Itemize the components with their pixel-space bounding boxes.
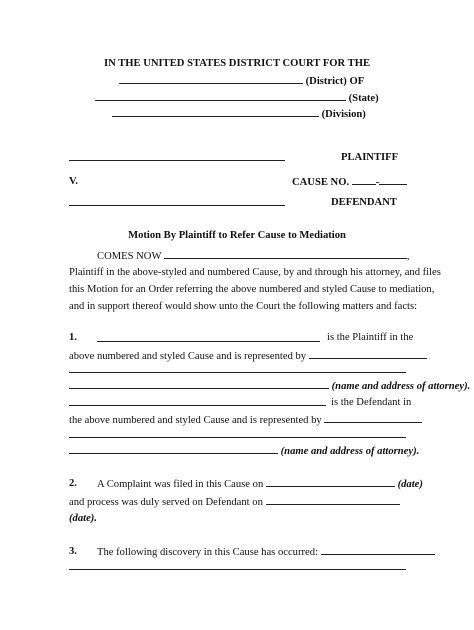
defendant-name-blank-2 xyxy=(69,405,326,406)
para1-represented-line-2 xyxy=(69,413,422,427)
cause-no-sep: - xyxy=(375,177,380,188)
complaint-date-blank xyxy=(266,477,395,487)
discovery-blank xyxy=(321,545,435,555)
division-label: (Division) xyxy=(321,109,366,120)
plaintiff-attorney-line-3 xyxy=(69,379,329,389)
district-line xyxy=(119,74,364,88)
plaintiff-name-blank-2 xyxy=(97,341,320,342)
para1-name-address-line-1 xyxy=(69,379,470,393)
versus-label: V. xyxy=(69,176,78,187)
intro-line-2: this Motion for an Order referring the above numbered and styled Cause to mediation, xyxy=(69,284,435,295)
defendant-name-blank xyxy=(69,205,285,206)
plaintiff-label: PLAINTIFF xyxy=(341,152,399,163)
para1-number: 1. xyxy=(69,332,77,343)
para1-plaintiff-tail: is the Plaintiff in the xyxy=(327,332,414,343)
district-blank xyxy=(119,74,303,84)
para1-represented-text: above numbered and styled Cause and is represented by xyxy=(69,351,307,362)
para3-number: 3. xyxy=(69,546,77,557)
intro-line-3: and in support thereof would show unto the Court the following matters and facts: xyxy=(69,301,418,312)
para2-complaint-text: A Complaint was filed in this Cause on xyxy=(97,479,264,490)
comes-now-comma: , xyxy=(406,251,410,262)
para2-number: 2. xyxy=(69,478,77,489)
para3-discovery-text: The following discovery in this Cause has occurred: xyxy=(97,547,318,558)
district-label: (District) OF xyxy=(305,76,365,87)
para1-represented-line xyxy=(69,349,427,363)
para1-represented-text-2: the above numbered and styled Cause and is represented by xyxy=(69,415,322,426)
intro-line-1: Plaintiff in the above-styled and numbered Cause, by and through his attorney, and files xyxy=(69,267,441,278)
court-heading: IN THE UNITED STATES DISTRICT COURT FOR THE xyxy=(103,58,371,69)
plaintiff-attorney-line-2 xyxy=(69,372,406,373)
comes-now-line xyxy=(97,249,410,263)
name-address-label-2: (name and address of attorney). xyxy=(280,446,420,457)
cause-no-blank-2 xyxy=(379,175,407,185)
para1-defendant-tail: is the Defendant in xyxy=(331,397,412,408)
service-date-blank xyxy=(266,495,400,505)
para2-complaint-line xyxy=(97,477,423,491)
para2-served-line xyxy=(69,495,400,509)
defendant-attorney-line-2 xyxy=(69,437,406,438)
service-date-label: (date). xyxy=(69,513,97,524)
cause-no-label: CAUSE NO. xyxy=(292,177,350,188)
cause-number xyxy=(292,175,407,189)
division-blank xyxy=(112,107,319,117)
para2-served-text: and process was duly served on Defendant on xyxy=(69,497,263,508)
para3-discovery-line xyxy=(97,545,435,559)
motion-title: Motion By Plaintiff to Refer Cause to Mediation xyxy=(128,230,346,241)
state-line xyxy=(95,91,379,105)
discovery-line-2 xyxy=(69,569,406,570)
division-line xyxy=(112,107,366,121)
defendant-attorney-line-3 xyxy=(69,444,278,454)
movant-name-blank xyxy=(164,249,407,259)
name-address-label-1: (name and address of attorney). xyxy=(331,381,471,392)
plaintiff-name-blank xyxy=(69,160,285,161)
para1-name-address-line-2 xyxy=(69,444,419,458)
state-label: (State) xyxy=(348,93,379,104)
comes-now-text: COMES NOW xyxy=(97,251,162,262)
plaintiff-attorney-blank xyxy=(309,349,427,359)
complaint-date-label: (date) xyxy=(397,479,423,490)
defendant-attorney-blank xyxy=(324,413,422,423)
state-blank xyxy=(95,91,346,101)
cause-no-blank-1 xyxy=(352,175,376,185)
defendant-label: DEFENDANT xyxy=(331,197,397,208)
